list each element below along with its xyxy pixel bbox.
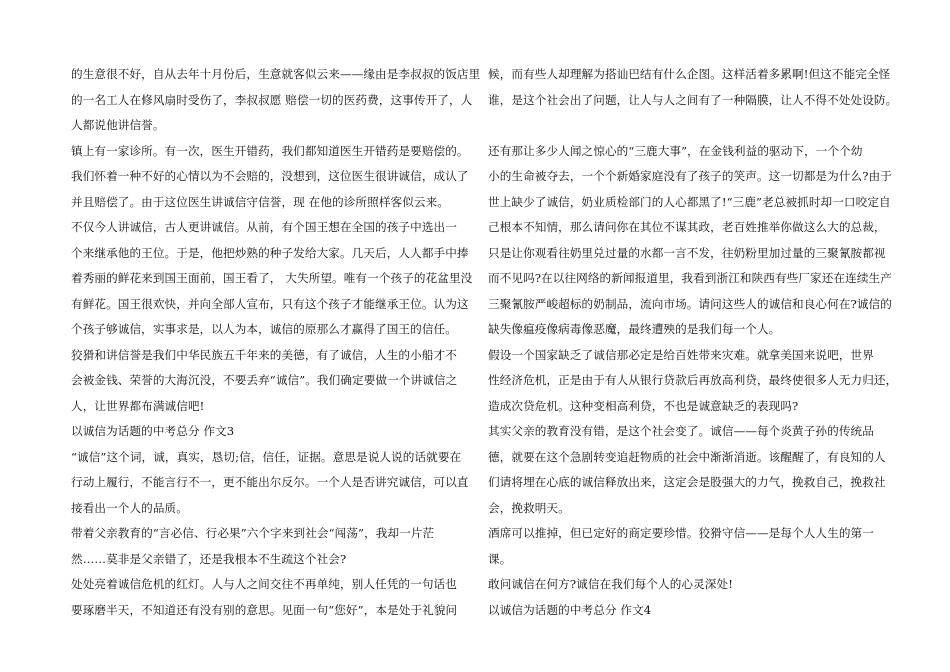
text-line: 会，挽救明天。 bbox=[488, 500, 570, 515]
text-line: 课。 bbox=[488, 551, 512, 566]
text-line: 而不见吗?在以往网络的新闻报道里，我看到浙江和陕西有些厂家还在连续生产 bbox=[488, 271, 892, 285]
text-line: 人，让世界都布满诚信吧! bbox=[71, 398, 205, 413]
text-line: 狡猾和讲信誉是我们中华民族五千年来的美德，有了诚信，人生的小船才不 bbox=[71, 347, 457, 362]
right-column bbox=[488, 62, 898, 623]
text-line: 要琢磨半天，不知道还有没有别的意思。见面一句“您好”，本是处于礼貌问 bbox=[71, 602, 458, 617]
text-line: 德，就要在这个急剧转变追赶物质的社会中渐渐消逝。该醒醒了，有良知的人 bbox=[488, 449, 886, 464]
text-line: 的生意很不好，自从去年十月份后，生意就客似云来——缘由是李叔叔的饭店里 bbox=[71, 67, 481, 81]
text-line: “诚信”这个词，诚，真实，恳切;信，信任，证据。意思是说人说的话就要在 bbox=[71, 449, 462, 464]
text-line: 人都说他讲信誉。 bbox=[71, 118, 165, 132]
text-line: 只是让你观看往奶里兑过量的水都一言不发，往奶粉里加过量的三聚氰胺都视 bbox=[488, 245, 886, 260]
text-line: 三聚氰胺严峻超标的奶制品，流向市场。请问这些人的诚信和良心何在?诚信的 bbox=[488, 296, 892, 311]
text-line: 我们怀着一种不好的心情以为不会赔的，没想到，这位医生很讲诚信，成认了 bbox=[71, 169, 469, 183]
text-line: 会被金钱、荣誉的大海沉没，不要丢弃“诚信”。我们确定要做一个讲诚信之 bbox=[71, 373, 458, 387]
text-line: 不仅今人讲诚信，古人更讲诚信。从前，有个国王想在全国的孩子中选出一 bbox=[71, 220, 457, 234]
text-line: 处处亮着诚信危机的红灯。人与人之间交往不再单纯，别人任凭的一句话也 bbox=[71, 577, 457, 591]
text-line: 敢问诚信在何方?诚信在我们每个人的心灵深处! bbox=[488, 577, 733, 591]
left-column bbox=[71, 62, 481, 623]
text-line: 镇上有一家诊所。有一次，医生开错药，我们都知道医生开错药是要赔偿的。 bbox=[71, 143, 469, 158]
text-line: 个孩子够诚信，实事求是，以人为本，诚信的原那么才赢得了国王的信任。 bbox=[71, 322, 457, 336]
text-line: 性经济危机，正是由于有人从银行贷款后再放高利贷，最终使很多人无力归还， bbox=[488, 373, 898, 387]
text-line: 带着父亲教育的“言必信、行必果”六个字来到社会“闯荡”，我却一片茫 bbox=[71, 526, 435, 540]
text-line: 有鲜花。国王很欢快，并向全部人宣布，只有这个孩子才能继承王位。认为这 bbox=[71, 296, 469, 311]
text-line: 缺失像瘟疫像病毒像恶魔，最终遭殃的是我们每一个人。 bbox=[488, 322, 781, 336]
text-line: 并且赔偿了。由于这位医生讲诚信守信誉，现 在他的诊所照样客似云来。 bbox=[71, 194, 449, 209]
text-line: 造成次贷危机。这种变相高利贷，不也是诚意缺乏的表现吗? bbox=[488, 398, 799, 413]
text-line: 谁，是这个社会出了问题，让人与人之间有了一种隔膜，让人不得不处处设防。 bbox=[488, 92, 898, 107]
section-heading: 以诚信为话题的中考总分 作文4 bbox=[488, 602, 652, 617]
text-line: 个来继承他的王位。于是，他把炒熟的种子发给大家。几天后，人人都手中捧 bbox=[71, 245, 469, 260]
text-line: 假设一个国家缺乏了诚信那必定是给百姓带来灾难。就拿美国来说吧，世界 bbox=[488, 347, 874, 362]
text-line: 然……莫非是父亲错了，还是我根本不生疏这个社会? bbox=[71, 551, 347, 566]
text-line: 其实父亲的教育没有错，是这个社会变了。诚信——每个炎黄子孙的传统品 bbox=[488, 424, 874, 438]
text-line bbox=[488, 113, 883, 139]
text-line: 候，而有些人却理解为搭讪巴结有什么企图。这样活着多累啊!但这不能完全怪 bbox=[488, 67, 891, 81]
text-line: 还有那让多少人闻之惊心的“三鹿大事”，在金钱利益的驱动下，一个个幼 bbox=[488, 143, 863, 158]
text-line: 行动上履行，不能言行不一，更不能出尔反尔。一个人是否讲究诚信，可以直 bbox=[71, 475, 469, 489]
text-line: 们请将埋在心底的诚信释放出来，这定会是股强大的力气，挽救自己，挽救社 bbox=[488, 475, 886, 489]
text-line: 着秀丽的鲜花来到国王面前，国王看了， 大失所望。唯有一个孩子的花盆里没 bbox=[71, 271, 473, 285]
text-line: 接看出一个人的品质。 bbox=[71, 500, 188, 515]
text-line: 的一名工人在修风扇时受伤了，李叔叔愿 赔偿一切的医药费，这事传开了，人 bbox=[71, 92, 473, 107]
text-line: 己根本不知情，那么请问你在其位不谋其政，老百姓推举你做这么大的总裁， bbox=[488, 220, 886, 234]
text-line: 酒席可以推掉，但已定好的商定要珍惜。狡猾守信——是每个人人生的第一 bbox=[488, 526, 874, 540]
section-heading: 以诚信为话题的中考总分 作文3 bbox=[71, 424, 235, 438]
text-line: 世上缺少了诚信，奶业质检部门的人心都黑了!“三鹿”老总被抓时却一口咬定自 bbox=[488, 194, 891, 209]
text-line: 小的生命被夺去，一个个新婚家庭没有了孩子的笑声。这一切都是为什么?由于 bbox=[488, 169, 892, 183]
